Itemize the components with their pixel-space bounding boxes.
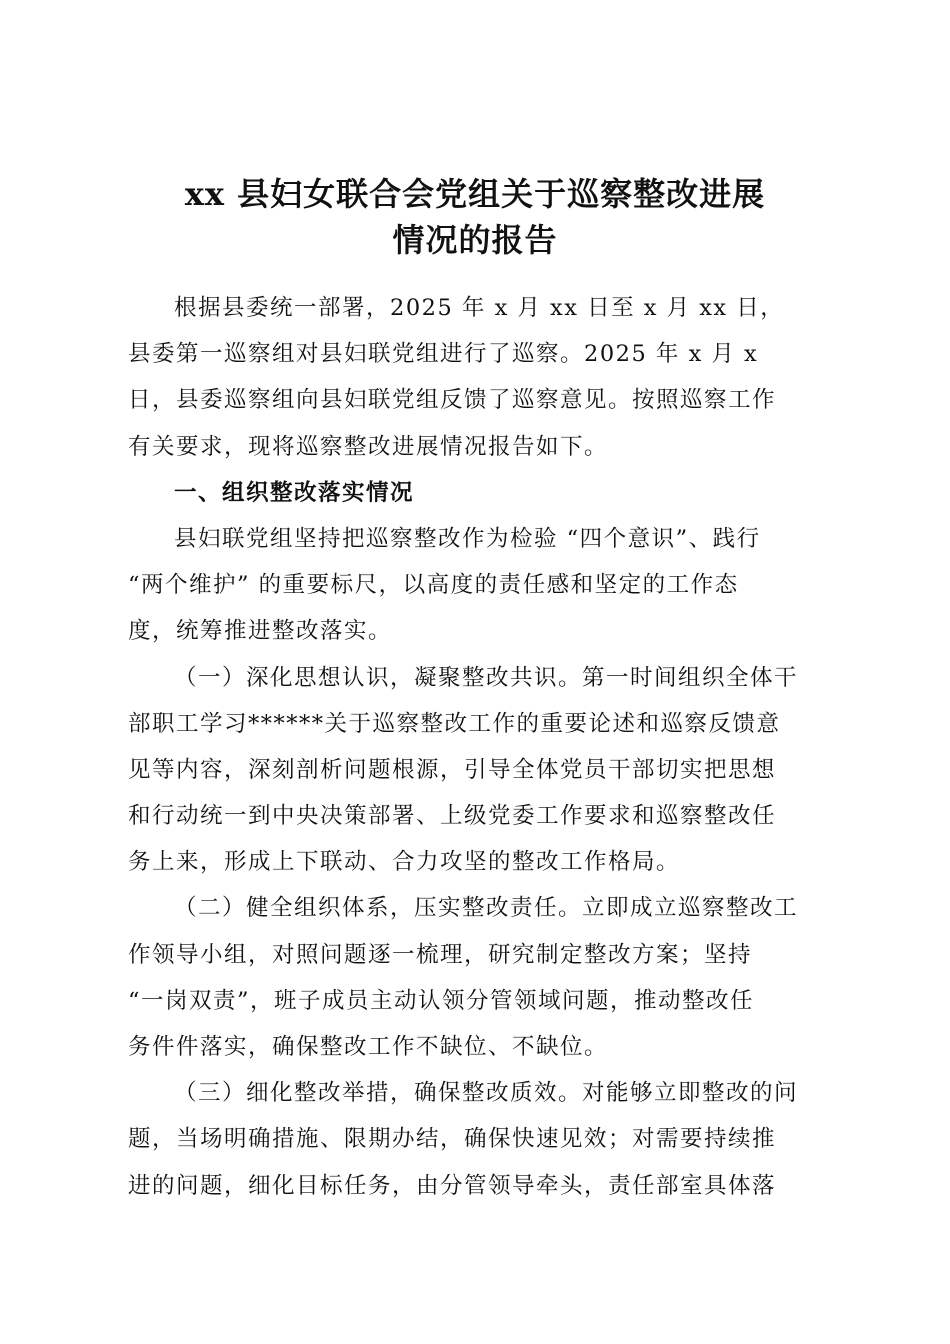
paragraph-4-line: “一岗双责”，班子成员主动认领分管领域问题，推动整改任 xyxy=(128,987,755,1014)
paragraph-5-line: 进的问题，细化目标任务，由分管领导牵头，责任部室具体落 xyxy=(128,1172,777,1199)
paragraph-4-line: 作领导小组，对照问题逐一梳理，研究制定整改方案；坚持 xyxy=(128,941,753,968)
paragraph-2-line: 县妇联党组坚持把巡察整改作为检验 “四个意识”、践行 xyxy=(174,525,761,552)
paragraph-1-line: 根据县委统一部署，2025 年 x 月 xx 日至 x 月 xx 日， xyxy=(174,295,785,321)
paragraph-1-line: 有关要求，现将巡察整改进展情况报告如下。 xyxy=(128,433,609,460)
paragraph-2-line: 度，统筹推进整改落实。 xyxy=(128,618,393,645)
section-heading-1: 一、组织整改落实情况 xyxy=(174,479,415,506)
paragraph-2-line: “两个维护” 的重要标尺，以高度的责任感和坚定的工作态 xyxy=(128,572,739,599)
paragraph-3-line: 见等内容，深刻剖析问题根源，引导全体党员干部切实把思想 xyxy=(128,756,777,783)
document-body xyxy=(128,285,828,1209)
paragraph-3-line: （一）深化思想认识，凝聚整改共识。第一时间组织全体干 xyxy=(174,664,799,691)
paragraph-1-line: 日，县委巡察组向县妇联党组反馈了巡察意见。按照巡察工作 xyxy=(128,387,777,414)
paragraph-3-line: 和行动统一到中央决策部署、上级党委工作要求和巡察整改任 xyxy=(128,803,777,830)
paragraph-4-line: 务件件落实，确保整改工作不缺位、不缺位。 xyxy=(128,1034,609,1060)
document-title-line-1: xx 县妇女联合会党组关于巡察整改进展 xyxy=(184,175,766,213)
paragraph-3-line: 务上来，形成上下联动、合力攻坚的整改工作格局。 xyxy=(128,849,681,876)
paragraph-5-line: （三）细化整改举措，确保整改质效。对能够立即整改的问 xyxy=(174,1080,799,1107)
paragraph-5-line: 题，当场明确措施、限期办结，确保快速见效；对需要持续推 xyxy=(128,1126,777,1153)
paragraph-1-line: 县委第一巡察组对县妇联党组进行了巡察。2025 年 x 月 x xyxy=(128,341,759,368)
paragraph-4-line: （二）健全组织体系，压实整改责任。立即成立巡察整改工 xyxy=(174,895,799,922)
paragraph-3-line: 部职工学习******关于巡察整改工作的重要论述和巡察反馈意 xyxy=(128,710,781,737)
document-title-line-2: 情况的报告 xyxy=(392,221,558,259)
